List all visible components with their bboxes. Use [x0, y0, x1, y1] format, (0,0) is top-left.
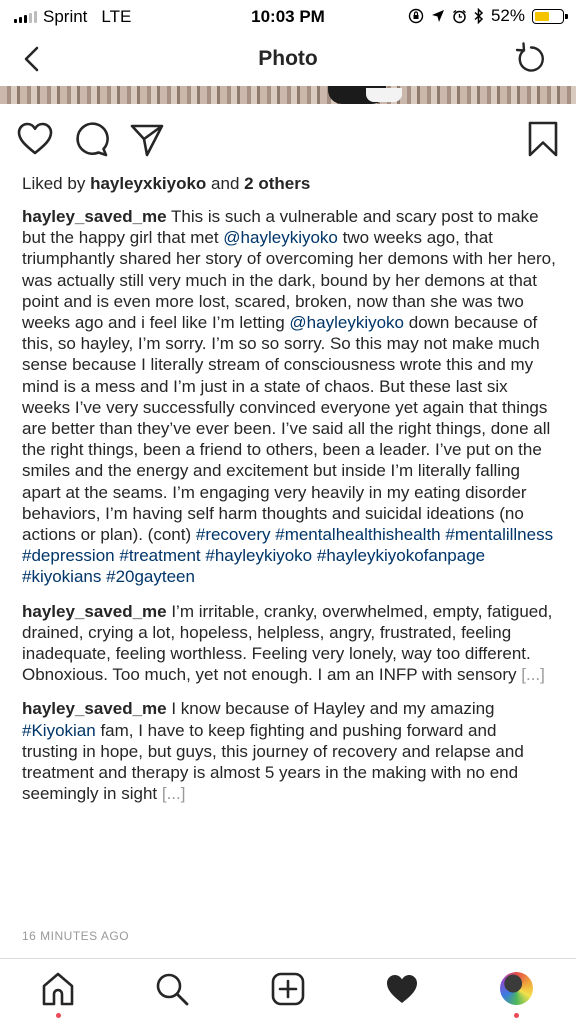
likes-others-link[interactable]: 2 others — [244, 174, 311, 193]
comment-text: I know because of Hayley and my amazing — [166, 699, 495, 719]
home-notification-dot — [56, 1013, 61, 1018]
bluetooth-icon — [474, 8, 484, 24]
share-paper-plane-icon[interactable] — [128, 120, 166, 158]
likes-summary — [22, 174, 310, 194]
photo-shoe-sole — [366, 88, 402, 102]
refresh-icon[interactable] — [514, 42, 548, 76]
comment-hashtag-link[interactable]: @hayleykiyoko — [289, 313, 405, 333]
liked-by-user-link[interactable]: hayleyxkiyoko — [90, 174, 207, 193]
battery-fill — [535, 12, 549, 21]
network-type: LTE — [101, 7, 132, 26]
comment-hashtag-link[interactable]: @hayleykiyoko — [223, 228, 338, 248]
comment-text: down because of this, so hayley, I’m sorry. I’m so so sorry. So this may not make much sense because I literally stream of consciousness wrote this and my mind is a mess and I’m just in a state of chaos. But these last six weeks I’ve very successfully convinced everyone yet again that things are better than they’ve ever been. I’ve said all the right things, done all the right things, been a friend to others, been a leader. I’ve put on the smiles and the energy and excitement but inside I’m literally falling apart at the seams. I’m engaging very heavily in my eating disorder behaviors, I’m having self harm thoughts and suicidal ideations (no actions or plan). (cont) — [22, 313, 551, 545]
profile-avatar[interactable] — [500, 972, 533, 1005]
comment-text: fam, I have to keep fighting and pushing forward and trusting in hope, but guys, this journey of recovery and relapse and treatment and therapy is almost 5 years in the making with no end seemingly in sight — [22, 720, 524, 804]
home-icon[interactable] — [40, 971, 76, 1007]
comment-hashtag-link[interactable]: #Kiyokian — [22, 720, 96, 740]
post-timestamp: 16 MINUTES AGO — [22, 929, 130, 943]
comment-hashtag-link[interactable]: #treatment — [119, 546, 201, 566]
carrier-name: Sprint — [43, 7, 88, 26]
location-arrow-icon — [431, 9, 445, 23]
comment-text: I’m irritable, cranky, overwhelmed, empty, fatigued, drained, crying a lot, hopeless, helpless, angry, frustrated, feeling inadequate, feeling worthless. Feeling very lonely, way too different. Obnoxious. Too much, yet not enough. I am an INFP with sensory — [22, 601, 553, 685]
battery-icon — [532, 9, 564, 24]
alarm-clock-icon — [452, 9, 467, 24]
comment-more-link[interactable]: [...] — [521, 665, 545, 685]
profile-notification-dot — [514, 1013, 519, 1018]
post-photo[interactable] — [0, 86, 576, 104]
likes-and: and — [211, 174, 240, 193]
screen-rotation-lock-icon — [408, 8, 424, 24]
battery-nub — [565, 14, 568, 19]
comment-hashtag-link[interactable]: #hayleykiyoko — [205, 546, 313, 566]
comment-hashtag-link[interactable]: #hayleykiyokofanpage — [316, 546, 486, 566]
comment-hashtag-link[interactable]: #mentalillness — [445, 525, 554, 545]
page-title: Photo — [258, 47, 318, 70]
save-bookmark-icon[interactable] — [524, 120, 562, 158]
search-icon[interactable] — [154, 971, 190, 1007]
activity-heart-icon[interactable] — [384, 971, 420, 1007]
comment-more-link[interactable]: [...] — [161, 784, 186, 804]
comment-item — [22, 601, 556, 686]
comment-hashtag-link[interactable]: #recovery — [195, 525, 271, 545]
status-right — [408, 6, 564, 26]
likes-prefix: Liked by — [22, 174, 86, 193]
status-time: 10:03 PM — [251, 7, 325, 26]
status-bar — [0, 0, 576, 32]
navigation-bar — [0, 32, 576, 86]
comment-item — [22, 698, 556, 804]
like-heart-icon[interactable] — [16, 120, 54, 158]
new-post-plus-icon[interactable] — [270, 971, 306, 1007]
comment-text: This is such a vulnerable and scary post to make but the happy girl that met — [22, 207, 539, 248]
comment-hashtag-link[interactable]: #mentalhealthishealth — [275, 525, 441, 545]
comment-hashtag-link[interactable]: #kiyokians — [22, 567, 102, 587]
bottom-tab-bar — [0, 958, 576, 1025]
battery-percentage: 52% — [490, 6, 525, 25]
comment-hashtag-link[interactable]: #20gayteen — [106, 567, 195, 587]
comments-section — [22, 206, 556, 817]
comment-bubble-icon[interactable] — [73, 120, 111, 158]
comment-username[interactable]: hayley_saved_me — [22, 699, 167, 719]
comment-text: two weeks ago, that triumphantly shared her story of overcoming her demons with her hero, was actually still very much in the dark, bound by her demons at that point and is even more lost, scared, broken, now than she was two weeks ago and i feel like I’m letting — [22, 228, 556, 333]
comment-item — [22, 206, 556, 588]
comment-username[interactable]: hayley_saved_me — [22, 207, 167, 226]
comment-username[interactable]: hayley_saved_me — [22, 601, 167, 621]
post-actions — [0, 112, 576, 166]
comment-hashtag-link[interactable]: #depression — [22, 546, 115, 566]
